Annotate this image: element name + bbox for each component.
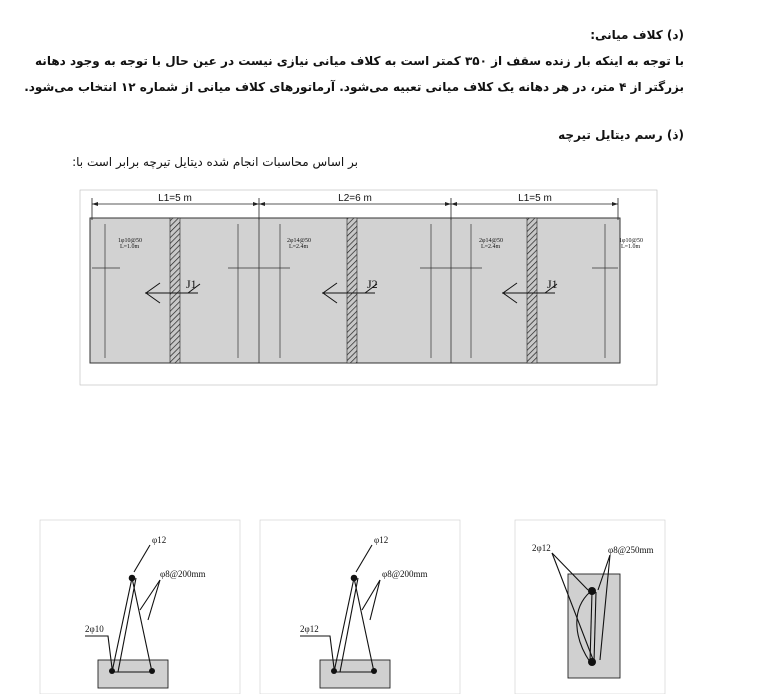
section-j1-stirrup: φ8@200mm <box>160 569 206 579</box>
span-label-2: L2=6 m <box>338 193 372 204</box>
middle-tie-beam-2 <box>347 218 357 363</box>
section-j2-top-bar: φ12 <box>374 535 389 545</box>
middle-tie-beam-1 <box>170 218 180 363</box>
joist-label-2: J2 <box>367 277 378 291</box>
rebar-note-3-line2: L=2.4m <box>481 244 501 250</box>
joist-label-3: J1 <box>547 277 558 291</box>
joist-label-1: J1 <box>186 277 197 291</box>
rebar-note-2-line2: L=2.4m <box>289 244 309 250</box>
heading-middle-tie: (د) کلاف میانی: <box>590 28 684 42</box>
section-j1-web <box>98 660 168 688</box>
paragraph-middle-tie-line1: با توجه به اینکه بار زنده سقف از ۳۵۰ کمتر است به کلاف میانی نیازی نیست در عین حال با توجه به وجود دهانه <box>35 54 684 68</box>
paragraph-middle-tie-line2: بزرگتر از ۴ متر، در هر دهانه یک کلاف میانی تعبیه می‌شود. آرماتورهای کلاف میانی از شماره ۱۲ انتخاب می‌شود. <box>24 80 684 94</box>
section-j2 <box>260 520 460 694</box>
rebar-note-2-line1: 2φ14@50 <box>287 238 311 244</box>
paragraph-joist-detail: بر اساس محاسبات انجام شده دیتایل تیرچه برابر است با: <box>72 155 358 169</box>
section-j2-stirrup: φ8@200mm <box>382 569 428 579</box>
section-support-bars: 2φ12 <box>532 543 551 553</box>
heading-joist-detail: (ذ) رسم دیتایل تیرچه <box>558 128 684 142</box>
rebar-note-1-line2: L=1.0m <box>120 244 140 250</box>
section-support <box>515 520 665 694</box>
span-label-3: L1=5 m <box>518 193 552 204</box>
rebar-note-1-line1: 1φ10@50 <box>118 238 142 244</box>
middle-tie-beam-3 <box>527 218 537 363</box>
rebar-note-4-line1: 1φ10@50 <box>619 238 643 244</box>
rebar-note-3-line1: 2φ14@50 <box>479 238 503 244</box>
rebar-note-4-line2: L=1.0m <box>621 244 641 250</box>
section-j2-web <box>320 660 390 688</box>
section-j1-bottom-bars: 2φ10 <box>85 624 104 634</box>
section-j1-top-bar: φ12 <box>152 535 167 545</box>
span-label-1: L1=5 m <box>158 193 192 204</box>
section-j2-bottom-bars: 2φ12 <box>300 624 319 634</box>
section-j1 <box>40 520 240 694</box>
section-support-stirrup: φ8@250mm <box>608 545 654 555</box>
